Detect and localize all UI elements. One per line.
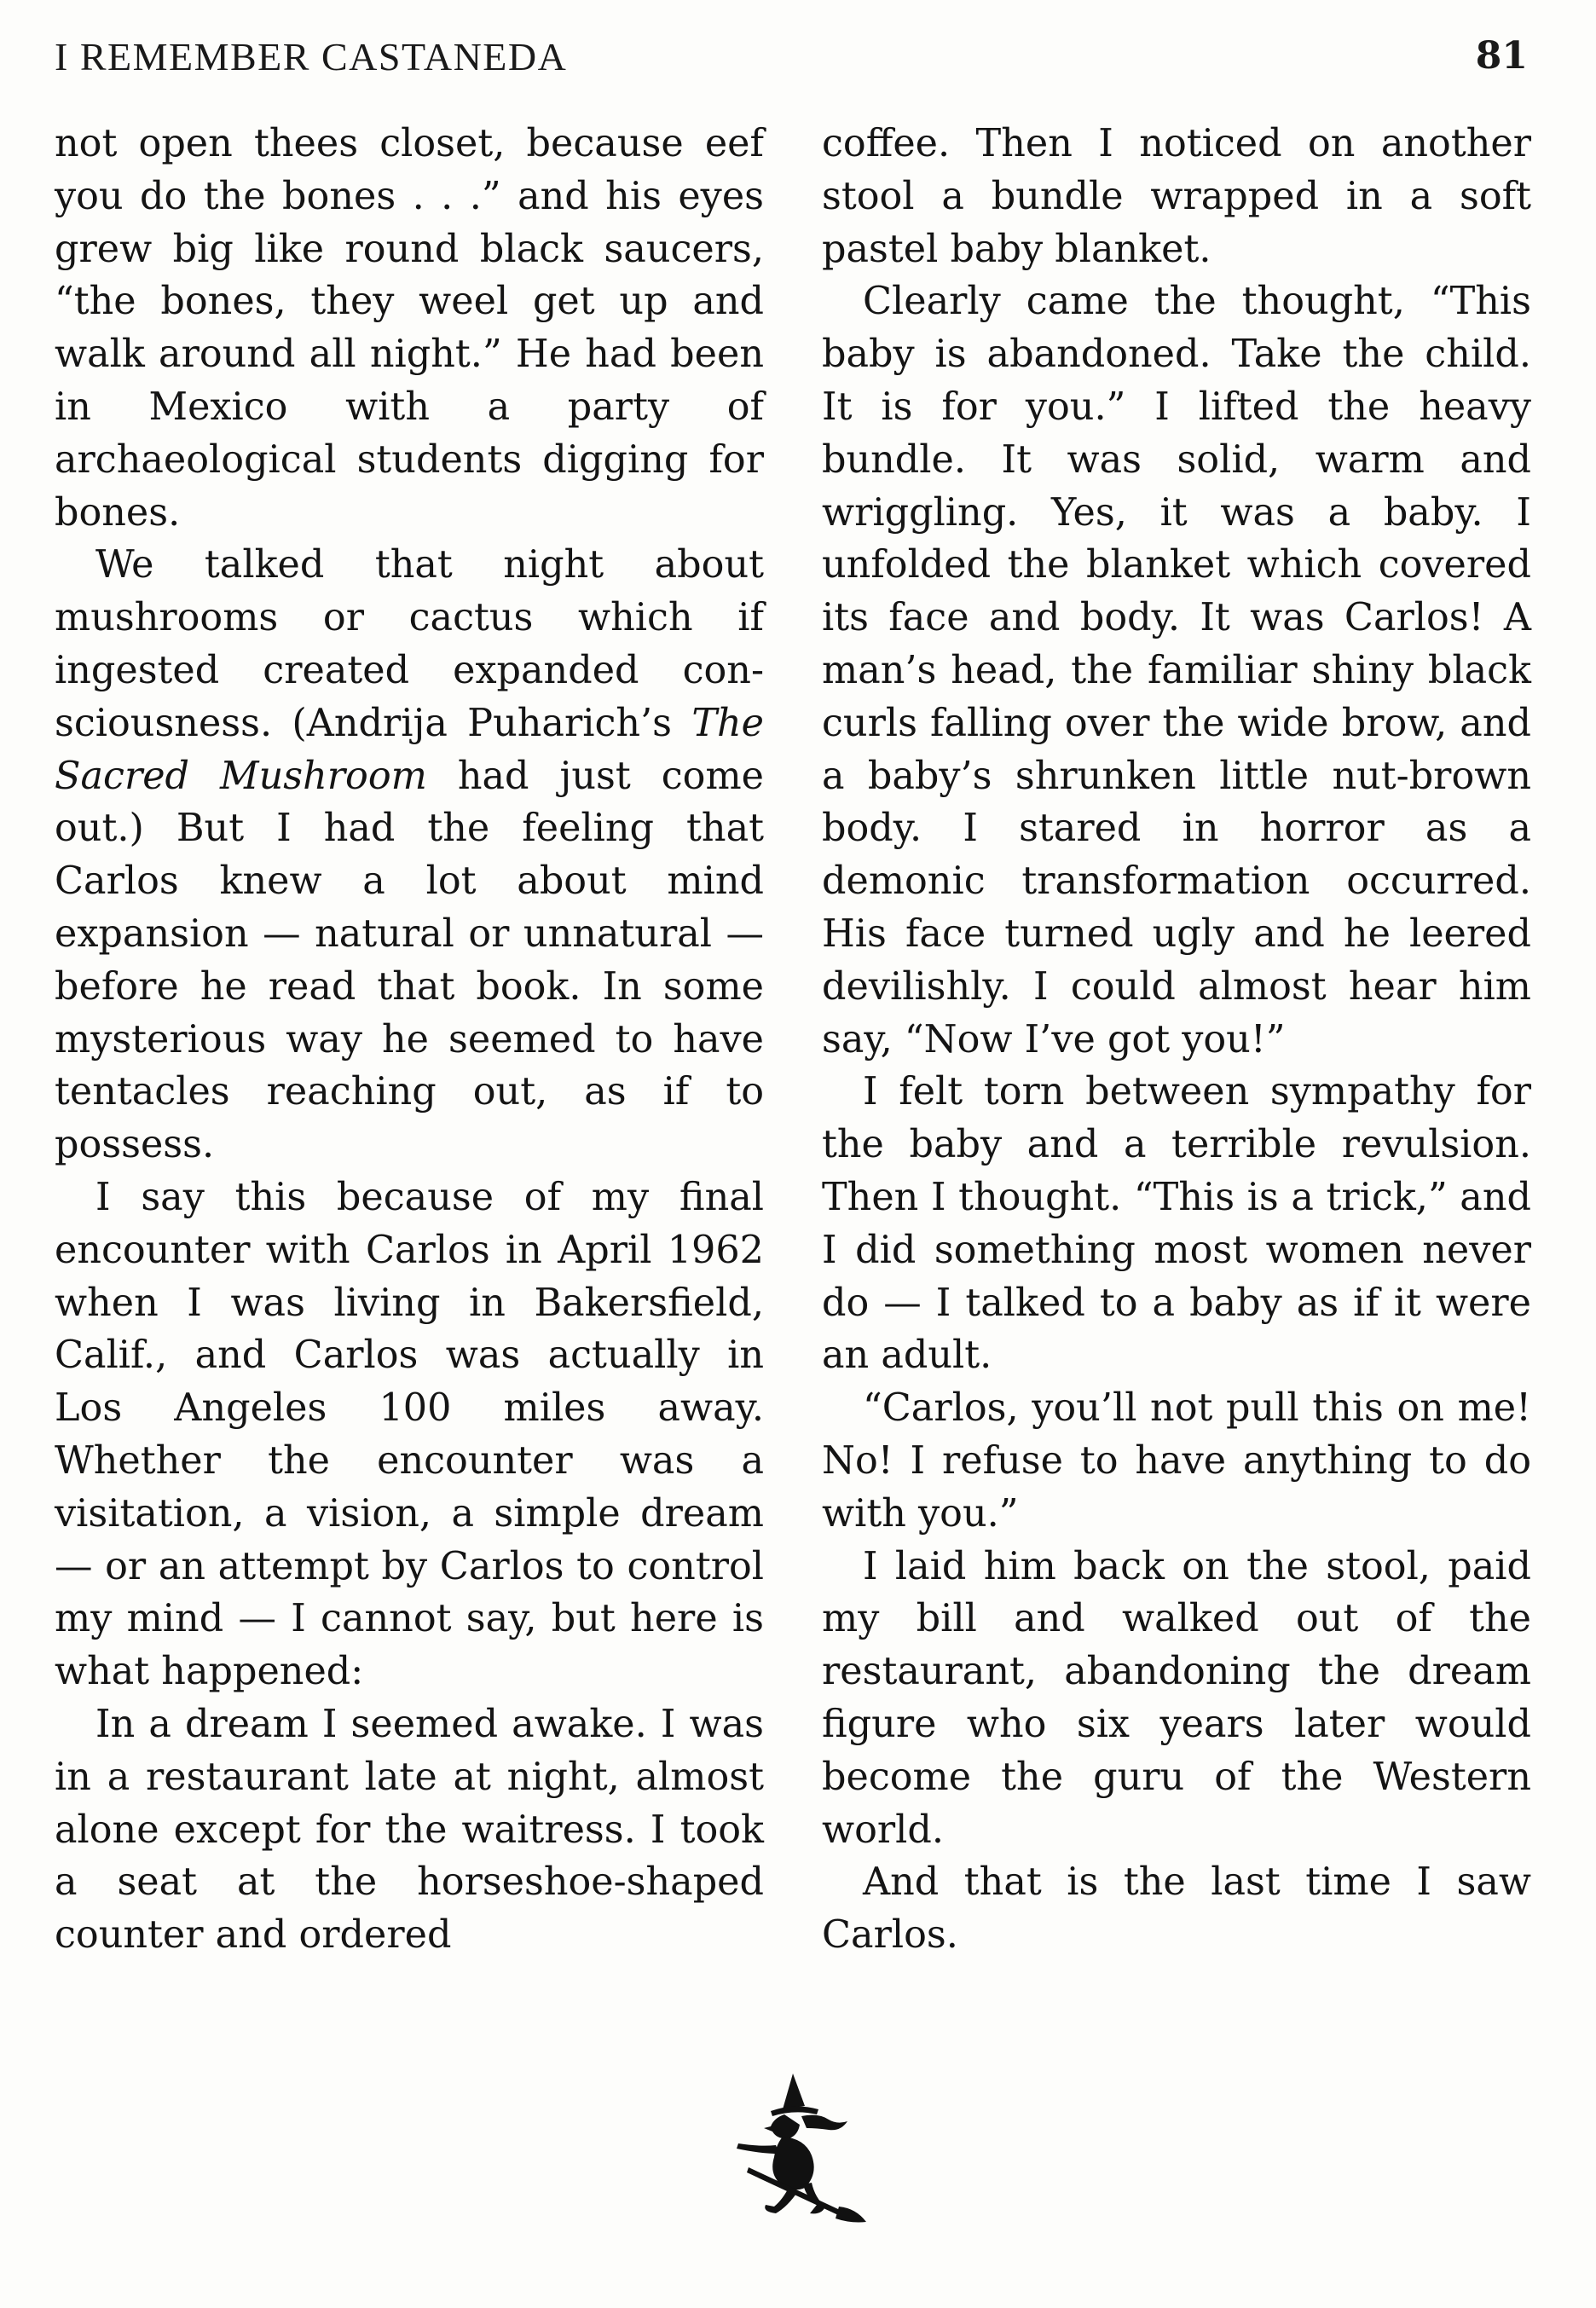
paragraph-continued: not open thees closet, because eef you do the bones . . .” and his eyes grew big like round black saucers, “the bones, they weel get up and walk around all night.” He had been in Mexico with a party of archaeological students digging for bones. — [55, 122, 764, 535]
paragraph-revulsion: I felt torn between sympathy for the baby and a terrible revulsion. Then I thought. “This is a trick,” and I did something most women never do — I talked to a baby as if it were an adult. — [822, 1070, 1531, 1378]
paragraph-final-encounter: I say this because of my final encounter with Carlos in April 1962 when I was living in Bakersfield, Calif., and Carlos was actually in Los Angeles 100 miles away. Whether the encounter was a visitation, a vision, a simple dream — or an attempt by Carlos to control my mind — I cannot say, but here is what happened: — [55, 1175, 764, 1694]
paragraph-refusal: “Carlos, you’ll not pull this on me! No! I refuse to have anything to do with you.” — [822, 1386, 1531, 1536]
paragraph-last-time: And that is the last time I saw Carlos. — [822, 1860, 1531, 1958]
paragraph-baby: Clearly came the thought, “This baby is abandoned. Take the child. It is for you.” I lifted the heavy bundle. It was solid, warm and wriggling. Yes, it was a baby. I unfolded the blanket which covered its face and body. It was Carlos! A man’s head, the familiar shiny black curls falling over the wide brow, and a baby’s shrunken little nut-brown body. I stared in horror as a demonic transformation occurred. His face turned ugly and he leered devilishly. I could almost hear him say, “Now I’ve got you!” — [822, 280, 1531, 1061]
witch-on-broomstick-icon — [723, 2072, 868, 2225]
paragraph-walked-out: I laid him back on the stool, paid my bill and walked out of the restaurant, abandoning the dream figure who six years later would become the guru of the Western world. — [822, 1544, 1531, 1852]
book-title: The Sacred Mushroom — [55, 701, 764, 798]
paragraph-continued: coffee. Then I noticed on another stool a bundle wrapped in a soft pastel baby blanket. — [822, 122, 1531, 271]
left-column — [55, 118, 764, 1962]
paragraph-dream: In a dream I seemed awake. I was in a restaurant late at night, almost alone except for the waitress. I took a seat at the horseshoe-shaped counter and ordered — [55, 1702, 764, 1958]
paragraph-mushrooms — [55, 539, 764, 1171]
running-head: I REMEMBER CASTANEDA — [55, 35, 568, 78]
paragraph-text: had just come out.) But I had the feeling that Carlos knew a lot about mind expansion — natural or unnatural — before he read that book. In some mysterious way he seemed to have tentacles reaching out, as if to possess. — [55, 754, 764, 1167]
right-column — [822, 118, 1531, 1962]
paragraph-text: We talked that night about mushrooms or cactus which if ingested created expanded consciousness. (Andrija Puharich’s — [55, 543, 764, 745]
page-number: 81 — [1475, 34, 1528, 78]
